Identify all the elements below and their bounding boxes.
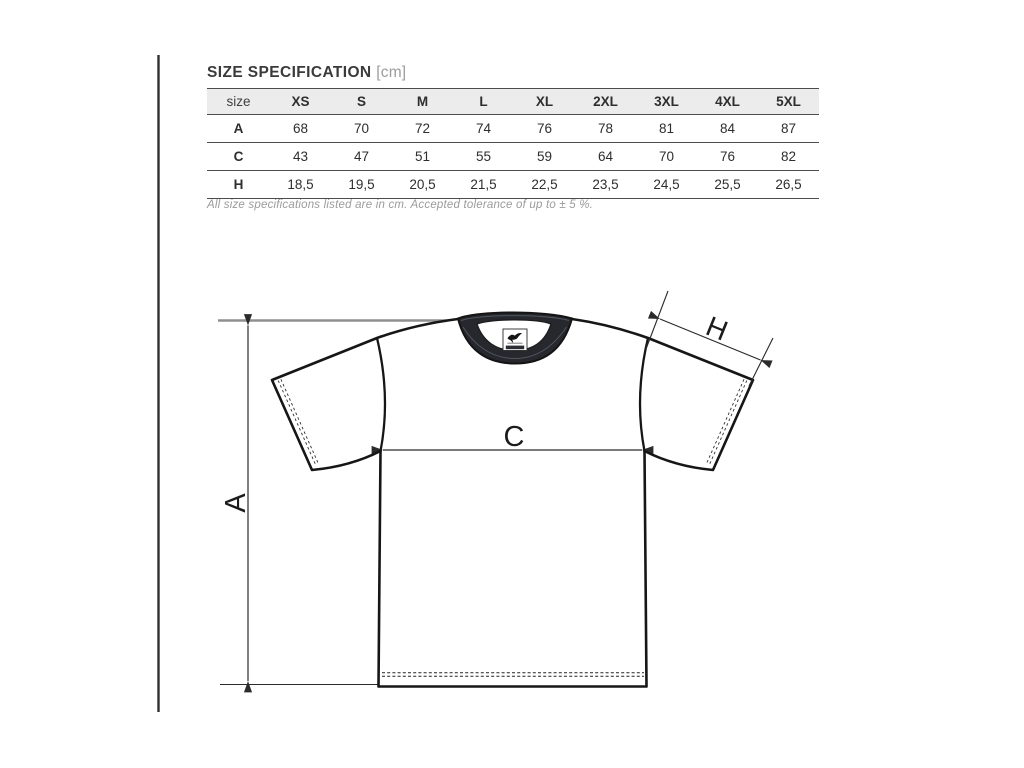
dimension-h-label: H bbox=[701, 310, 733, 347]
size-column-header: M bbox=[392, 89, 453, 115]
size-value-cell: 76 bbox=[514, 115, 575, 143]
size-column-header: 3XL bbox=[636, 89, 697, 115]
size-value-cell: 70 bbox=[636, 143, 697, 171]
label-dark-bar bbox=[506, 346, 524, 350]
sleeve-extension-line bbox=[749, 338, 773, 386]
measurement-row-label: A bbox=[207, 115, 270, 143]
size-value-cell: 20,5 bbox=[392, 171, 453, 199]
size-value-cell: 51 bbox=[392, 143, 453, 171]
measurement-row-label: H bbox=[207, 171, 270, 199]
label-micro-text bbox=[508, 343, 523, 344]
size-value-cell: 21,5 bbox=[453, 171, 514, 199]
size-column-header: L bbox=[453, 89, 514, 115]
size-column-header: 5XL bbox=[758, 89, 819, 115]
size-value-cell: 74 bbox=[453, 115, 514, 143]
page-title-unit: [cm] bbox=[376, 64, 407, 81]
size-value-cell: 87 bbox=[758, 115, 819, 143]
size-column-header: S bbox=[331, 89, 392, 115]
size-value-cell: 19,5 bbox=[331, 171, 392, 199]
size-value-cell: 26,5 bbox=[758, 171, 819, 199]
size-value-cell: 59 bbox=[514, 143, 575, 171]
size-value-cell: 68 bbox=[270, 115, 331, 143]
size-value-cell: 78 bbox=[575, 115, 636, 143]
size-value-cell: 76 bbox=[697, 143, 758, 171]
size-column-header: XS bbox=[270, 89, 331, 115]
size-value-cell: 55 bbox=[453, 143, 514, 171]
dimension-c-label: C bbox=[503, 421, 525, 453]
size-value-cell: 22,5 bbox=[514, 171, 575, 199]
size-value-cell: 23,5 bbox=[575, 171, 636, 199]
size-value-cell: 70 bbox=[331, 115, 392, 143]
size-value-cell: 82 bbox=[758, 143, 819, 171]
tshirt-body-fill bbox=[272, 319, 753, 687]
dimension-a-label: A bbox=[220, 493, 252, 513]
size-value-cell: 25,5 bbox=[697, 171, 758, 199]
size-value-cell: 43 bbox=[270, 143, 331, 171]
size-value-cell: 81 bbox=[636, 115, 697, 143]
size-column-header: 2XL bbox=[575, 89, 636, 115]
tolerance-footnote: All size specifications listed are in cm. Accepted tolerance of up to ± 5 %. bbox=[207, 199, 594, 211]
page-title-text: SIZE SPECIFICATION bbox=[207, 64, 372, 81]
size-value-cell: 18,5 bbox=[270, 171, 331, 199]
size-value-cell: 84 bbox=[697, 115, 758, 143]
size-column-header: XL bbox=[514, 89, 575, 115]
size-value-cell: 64 bbox=[575, 143, 636, 171]
measurement-row-label: C bbox=[207, 143, 270, 171]
size-label-header: size bbox=[207, 89, 270, 115]
size-value-cell: 47 bbox=[331, 143, 392, 171]
size-value-cell: 72 bbox=[392, 115, 453, 143]
size-column-header: 4XL bbox=[697, 89, 758, 115]
size-value-cell: 24,5 bbox=[636, 171, 697, 199]
